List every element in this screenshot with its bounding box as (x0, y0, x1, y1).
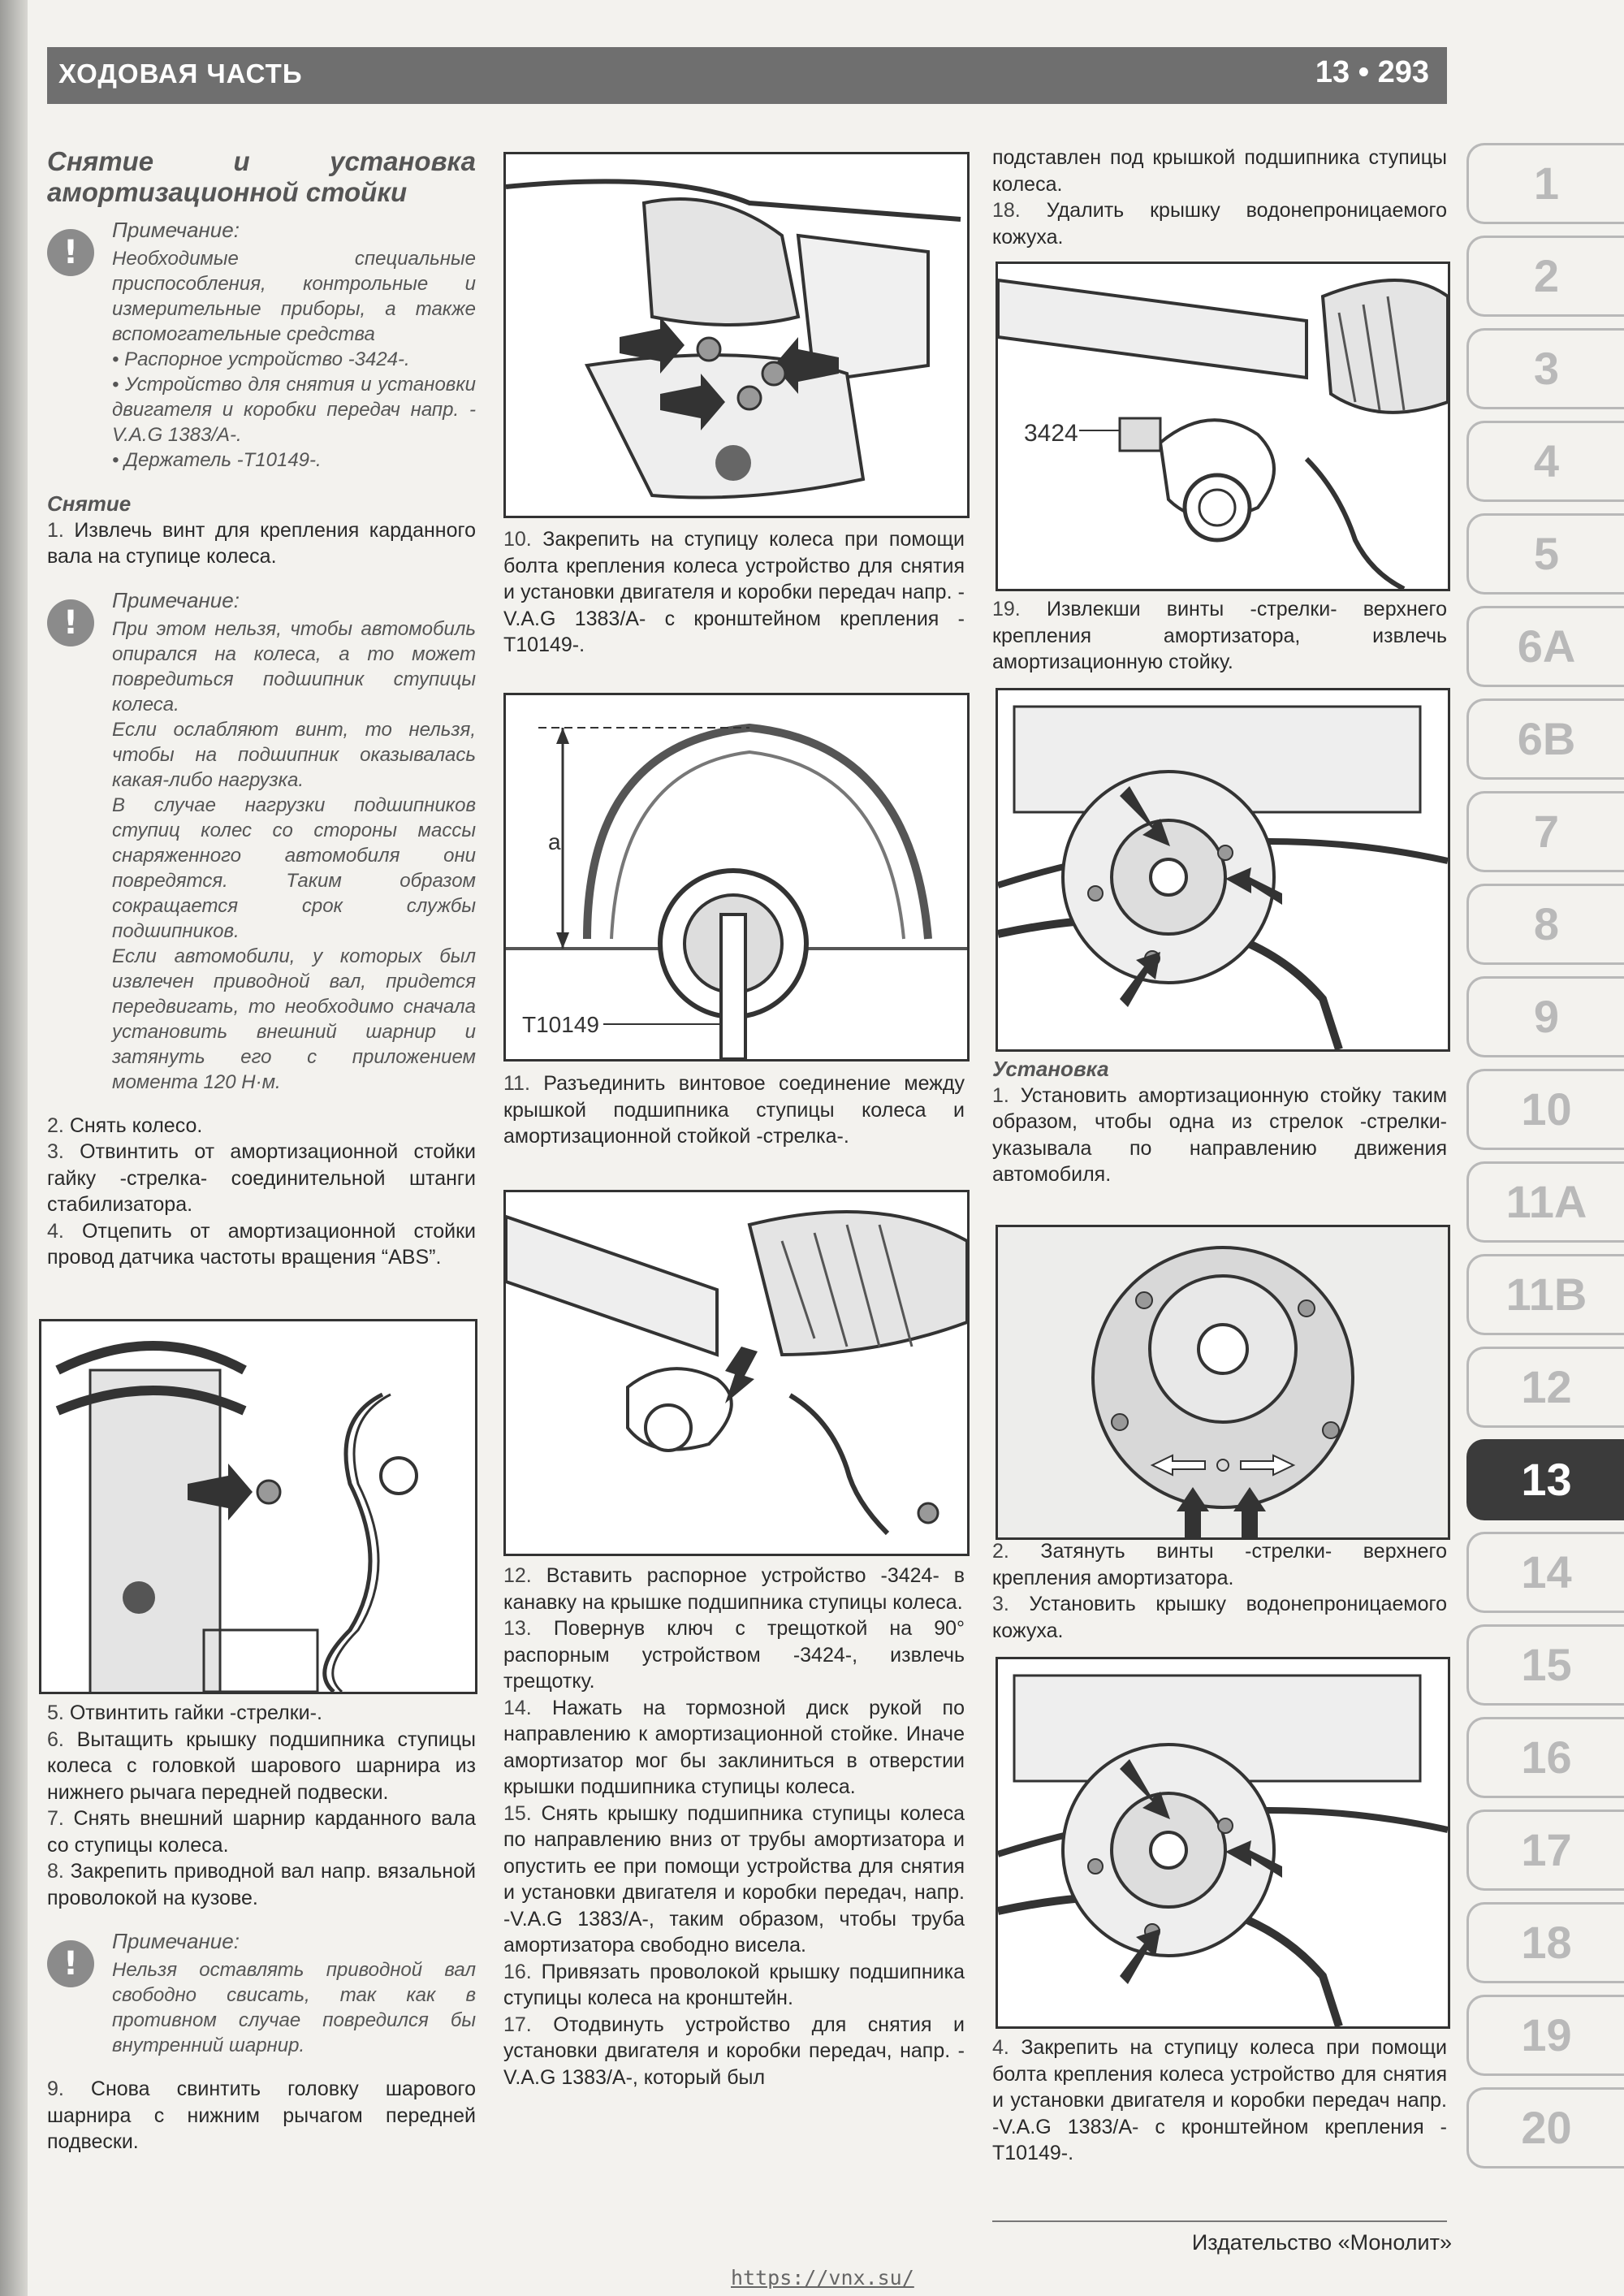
step-10: 10. Закрепить на ступицу колеса при помощи болта крепления колеса устройство для снятия и установки двигателя и коробки передач напр. -V.A.G 1383/A- с кронштейном крепления -T10149-. (503, 528, 965, 656)
footer-divider (992, 2220, 1447, 2222)
chapter-tab[interactable]: 11A (1466, 1161, 1624, 1243)
dimension-label-a: a (548, 829, 561, 854)
chapter-tab[interactable]: 8 (1466, 884, 1624, 965)
figure-strut-mount-install-drawing (998, 1659, 1448, 2026)
source-url[interactable]: https://vnx.su/ (731, 2266, 914, 2290)
note-tools (47, 218, 476, 473)
removal-heading: Снятие (47, 491, 132, 516)
column-2-c (503, 1563, 965, 2091)
step-16: 16. Привязать проволокой крышку подшипника ступицы колеса на кронштейн. (503, 1960, 965, 2009)
section-title: ХОДОВАЯ ЧАСТЬ (58, 58, 303, 89)
tool-item: • Держатель -T10149-. (112, 449, 322, 471)
lightbulb-icon: ! (47, 1940, 94, 1987)
note-paragraph: В случае нагрузки подшипников ступиц колес со стороны массы снаряженного автомобиля они повредятся. Таким образом сокращается срок службы подшипников. (112, 793, 476, 942)
chapter-tab[interactable]: 9 (1466, 976, 1624, 1057)
install-step-4: 4. Закрепить на ступицу колеса при помощи болта крепления колеса устройство для снятия и установки двигателя и коробки передач напр. -V.A.G 1383/A- с кронштейном крепления -T10149-. (992, 2036, 1447, 2164)
label-t10149: T10149 (522, 1012, 599, 1037)
step-17: 17. Отодвинуть устройство для снятия и установки двигателя и коробки передач, напр. -V.A.G 1383/A-, который был (503, 2013, 965, 2089)
step-13: 13. Повернув ключ с трещоткой на 90° распорным устройством -3424-, извлечь трещотку. (503, 1617, 965, 1693)
column-3-a (992, 145, 1447, 250)
chapter-tab[interactable]: 5 (1466, 513, 1624, 595)
step-18: 18. Удалить крышку водонепроницаемого кожуха. (992, 199, 1447, 249)
column-3-d (992, 1538, 1447, 1644)
chapter-tab[interactable]: 4 (1466, 421, 1624, 502)
note-bearing (47, 588, 476, 1095)
install-step-1: 1. Установить амортизационную стойку таким образом, чтобы одна из стрелок -стрелки- указывала по направлению движения автомобиля. (992, 1083, 1448, 1186)
step-11: 11. Разъединить винтовое соединение между крышкой подшипника ступицы колеса и амортизационной стойкой -стрелка-. (503, 1072, 965, 1148)
note-text: Нельзя оставлять приводной вал свободно свисать, так как в противном случае повредился бы внутренний шарнир. (112, 1959, 476, 2056)
chapter-tab[interactable]: 19 (1466, 1995, 1624, 2076)
figure-spreader-3424-drawing (998, 264, 1448, 589)
chapter-tab[interactable]: 14 (1466, 1532, 1624, 1613)
figure-strut-mount-removal-drawing (998, 690, 1448, 1049)
installation-heading: Установка (992, 1057, 1109, 1081)
figure-abs-sensor-drawing (41, 1321, 475, 1692)
article-title: Снятие и установка амортизационной стойки (47, 146, 476, 207)
figure-strut-mount-direction-drawing (998, 1227, 1448, 1537)
column-1 (47, 146, 476, 1271)
step-17-continued: подставлен под крышкой подшипника ступицы колеса. (992, 146, 1447, 196)
note-paragraph: При этом нельзя, чтобы автомобиль опирался на колеса, а то может повредиться подшипник ступицы колеса. (112, 617, 476, 716)
step-2: 2. Снять колесо. (47, 1113, 203, 1137)
chapter-tab[interactable]: 17 (1466, 1810, 1624, 1891)
chapter-tab[interactable]: 10 (1466, 1069, 1624, 1150)
note-label: Примечание: (112, 587, 240, 612)
column-3-c (992, 1056, 1447, 1188)
column-2-a (503, 526, 965, 659)
figure-spreader-3424 (996, 262, 1450, 591)
step-8: 8. Закрепить приводной вал напр. вязальной проволокой на кузове. (47, 1860, 476, 1909)
chapter-tab[interactable]: 18 (1466, 1902, 1624, 1983)
note-label: Примечание: (112, 1929, 240, 1953)
step-7: 7. Снять внешний шарнир карданного вала со ступицы колеса. (47, 1807, 476, 1857)
step-1: 1. Извлечь винт для крепления карданного вала на ступице колеса. (47, 518, 476, 568)
step-3: 3. Отвинтить от амортизационной стойки гайку -стрелка- соединительной штанги стабилизатора. (47, 1140, 476, 1216)
figure-hub-nuts-drawing (506, 154, 967, 516)
step-12: 12. Вставить распорное устройство -3424- в канавку на крышке подшипника ступицы колеса. (503, 1564, 965, 1614)
step-9: 9. Снова свинтить головку шарового шарнира с нижним рычагом передней подвески. (47, 2078, 476, 2153)
note-label: Примечание: (112, 218, 240, 242)
figure-strut-mount-install (996, 1657, 1450, 2029)
figure-hub-bearing-cover (503, 1190, 970, 1556)
tool-item: • Устройство для снятия и установки двигателя и коробки передач напр. -V.A.G 1383/A-. (112, 374, 476, 446)
chapter-tab[interactable]: 6B (1466, 698, 1624, 780)
figure-holder-t10149 (503, 693, 970, 1062)
chapter-tabs (1466, 143, 1624, 2180)
chapter-tab[interactable]: 7 (1466, 791, 1624, 872)
page-header (47, 47, 1447, 104)
chapter-tab[interactable]: 2 (1466, 236, 1624, 317)
install-step-3: 3. Установить крышку водонепроницаемого кожуха. (992, 1593, 1447, 1642)
step-5: 5. Отвинтить гайки -стрелки-. (47, 1701, 322, 1724)
figure-hub-nuts (503, 152, 970, 518)
figure-hub-bearing-cover-drawing (506, 1192, 967, 1554)
column-1-bottom (47, 1700, 476, 2155)
note-paragraph: Если автомобили, у которых был извлечен приводной вал, придется передвигать, то необходимо сначала установить внешний шарнир и затянуть его с приложением момента 120 Н·м. (112, 945, 476, 1093)
chapter-tab[interactable]: 11B (1466, 1254, 1624, 1335)
column-3-e (992, 2034, 1447, 2167)
tool-item: • Распорное устройство -3424-. (112, 348, 410, 370)
publisher-name: Издательство «Монолит» (1191, 2230, 1452, 2255)
label-3424: 3424 (1024, 420, 1078, 447)
chapter-tab[interactable]: 12 (1466, 1347, 1624, 1428)
step-6: 6. Вытащить крышку подшипника ступицы колеса с головкой шарового шарнира из нижнего рычага передней подвески. (47, 1727, 476, 1804)
column-2-b (503, 1070, 965, 1150)
step-19: 19. Извлекши винты -стрелки- верхнего крепления амортизатора, извлечь амортизационную стойку. (992, 598, 1447, 673)
chapter-tab[interactable]: 16 (1466, 1717, 1624, 1798)
figure-strut-mount-direction (996, 1225, 1450, 1540)
page-number: 13 • 293 (1315, 55, 1429, 89)
lightbulb-icon: ! (47, 599, 94, 646)
page-edge (0, 0, 28, 2296)
install-step-2: 2. Затянуть винты -стрелки- верхнего крепления амортизатора. (992, 1540, 1447, 1589)
figure-abs-sensor (39, 1319, 477, 1694)
step-4: 4. Отцепить от амортизационной стойки провод датчика частоты вращения “ABS”. (47, 1219, 476, 1269)
note-text: Необходимые специальные приспособления, контрольные и измерительные приборы, а также вспомогательные средства (112, 248, 476, 345)
note-drive-shaft (47, 1929, 476, 2058)
chapter-tab[interactable]: 20 (1466, 2087, 1624, 2168)
column-3-b (992, 596, 1447, 676)
chapter-tab-active[interactable]: 13 (1466, 1439, 1624, 1520)
chapter-tab[interactable]: 6A (1466, 606, 1624, 687)
chapter-tab[interactable]: 15 (1466, 1624, 1624, 1706)
lightbulb-icon: ! (47, 229, 94, 276)
step-15: 15. Снять крышку подшипника ступицы колеса по направлению вниз от трубы амортизатора и опустить ее при помощи устройства для снятия и установки двигателя и коробки передач, напр. -V.A.G 1383/A-, таким образом, чтобы труба амортизатора свободно висела. (503, 1801, 965, 1957)
chapter-tab[interactable]: 1 (1466, 143, 1624, 224)
figure-strut-mount-removal (996, 688, 1450, 1052)
step-14: 14. Нажать на тормозной диск рукой по направлению к амортизационной стойке. Иначе амортизатор мог бы заклиниться в отверстии крышки подшипника ступицы колеса. (503, 1696, 965, 1798)
chapter-tab[interactable]: 3 (1466, 328, 1624, 409)
note-paragraph: Если ослабляют винт, то нельзя, чтобы на подшипник оказывалась какая-либо нагрузка. (112, 718, 476, 791)
figure-holder-t10149-drawing (506, 695, 967, 1059)
